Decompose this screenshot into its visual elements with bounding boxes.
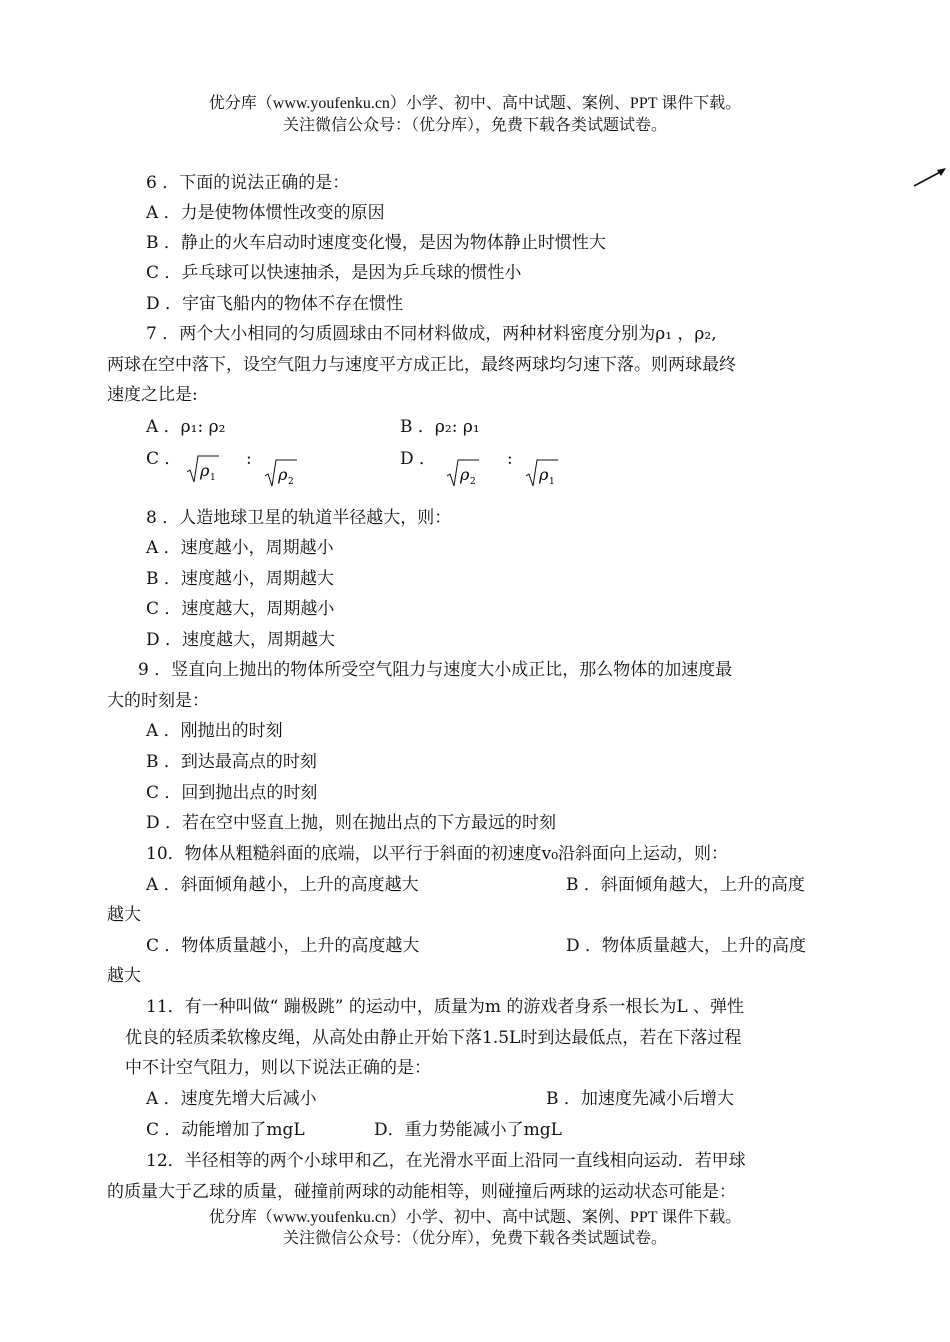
q8-option-a: A ．速度越小，周期越小 [146,538,334,558]
q9-option-a: A ．刚抛出的时刻 [146,721,283,741]
q10-option-b-cont: 越大 [107,905,141,925]
rho-symbol: ρ [460,465,470,484]
q8-option-c: C ．速度越大，周期越小 [146,599,335,619]
q6-option-c: C ．乒乓球可以快速抽杀，是因为乒乓球的惯性小 [146,263,522,283]
q11-option-d: D．重力势能减小了mgL [374,1120,562,1140]
subscript-1: 1 [210,473,216,483]
q7-option-b: B ．ρ₂: ρ₁ [400,417,480,437]
q9-option-b: B ．到达最高点的时刻 [146,752,317,772]
q10-option-b: B ．斜面倾角越大，上升的高度 [566,875,805,895]
q6-option-b: B ．静止的火车启动时速度变化慢，是因为物体静止时惯性大 [146,233,606,253]
q10-option-d: D ．物体质量越大，上升的高度 [566,936,807,956]
q11-option-a: A ．速度先增大后减小 [146,1089,317,1109]
q10-option-a: A ．斜面倾角越小，上升的高度越大 [146,875,419,895]
q11-stem-2: 优良的轻质柔软橡皮绳，从高处由静止开始下落1.5L时到达最低点，若在下落过程 [125,1028,742,1048]
q9-option-d: D ．若在空中竖直上抛，则在抛出点的下方最远的时刻 [146,813,557,833]
q6-option-d: D ．宇宙飞船内的物体不存在惯性 [146,294,404,314]
q6-option-a: A ．力是使物体惯性改变的原因 [146,203,385,223]
q6-stem: 6 ．下面的说法正确的是： [146,173,350,193]
footer-line-2: 关注微信公众号：（优分库），免费下载各类试题试卷。 [282,1230,667,1247]
q11-option-b: B ．加速度先减小后增大 [546,1089,734,1109]
q12-stem-2: 的质量大于乙球的质量，碰撞前两球的动能相等，则碰撞后两球的运动状态可能是： [107,1182,736,1202]
arrow-icon [912,164,948,190]
rho-symbol: ρ [200,461,210,480]
rho-symbol: ρ [539,465,549,484]
q8-option-d: D ．速度越大，周期越大 [146,630,336,650]
q7-option-a: A ．ρ₁: ρ₂ [146,417,226,437]
sqrt-rho2-formula [264,456,298,490]
rho-symbol: ρ [278,465,288,484]
header-line-1: 优分库（www.youfenku.cn）小学、初中、高中试题、案例、PPT 课件下载。 [208,95,742,112]
q12-stem-1: 12．半径相等的两个小球甲和乙，在光滑水平面上沿同一直线相向运动．若甲球 [146,1151,746,1171]
q7-option-d-label: D ． [400,449,437,469]
subscript-2: 2 [288,477,294,487]
q7-stem-2: 两球在空中落下，设空气阻力与速度平方成正比，最终两球均匀速下落。则两球最终 [107,355,736,375]
q7-stem-1: 7 ．两个大小相同的匀质圆球由不同材料做成，两种材料密度分别为ρ₁ ，ρ₂, [146,324,717,344]
q7-option-d-colon: : [507,449,513,469]
q7-option-c-label: C ． [146,449,182,469]
q11-stem-3: 中不计空气阻力，则以下说法正确的是： [125,1058,431,1078]
q10-option-c: C ．物体质量越小，上升的高度越大 [146,936,420,956]
q9-option-c: C ．回到抛出点的时刻 [146,783,318,803]
q8-stem: 8 ．人造地球卫星的轨道半径越大，则： [146,508,452,528]
q10-stem: 10．物体从粗糙斜面的底端，以平行于斜面的初速度v₀沿斜面向上运动，则： [146,844,729,864]
subscript-2: 2 [470,477,476,487]
sqrt-rho2-formula [446,456,480,490]
q9-stem-2: 大的时刻是： [107,691,209,711]
q11-option-c: C ．动能增加了mgL [146,1120,305,1140]
header-line-2: 关注微信公众号：（优分库），免费下载各类试题试卷。 [282,117,667,134]
q11-stem-1: 11．有一种叫做“ 蹦极跳” 的运动中，质量为m 的游戏者身系一根长为L 、弹性 [146,997,745,1017]
q8-option-b: B ．速度越小，周期越大 [146,569,334,589]
q7-option-c-colon: : [246,449,252,469]
q10-option-d-cont: 越大 [107,966,141,986]
sqrt-rho1-formula [186,452,220,486]
footer-line-1: 优分库（www.youfenku.cn）小学、初中、高中试题、案例、PPT 课件下载。 [208,1209,742,1226]
q9-stem-1: 9 ．竖直向上抛出的物体所受空气阻力与速度大小成正比，那么物体的加速度最 [138,660,733,680]
q7-stem-3: 速度之比是: [107,385,198,405]
subscript-1: 1 [549,477,555,487]
sqrt-rho1-formula [525,456,559,490]
